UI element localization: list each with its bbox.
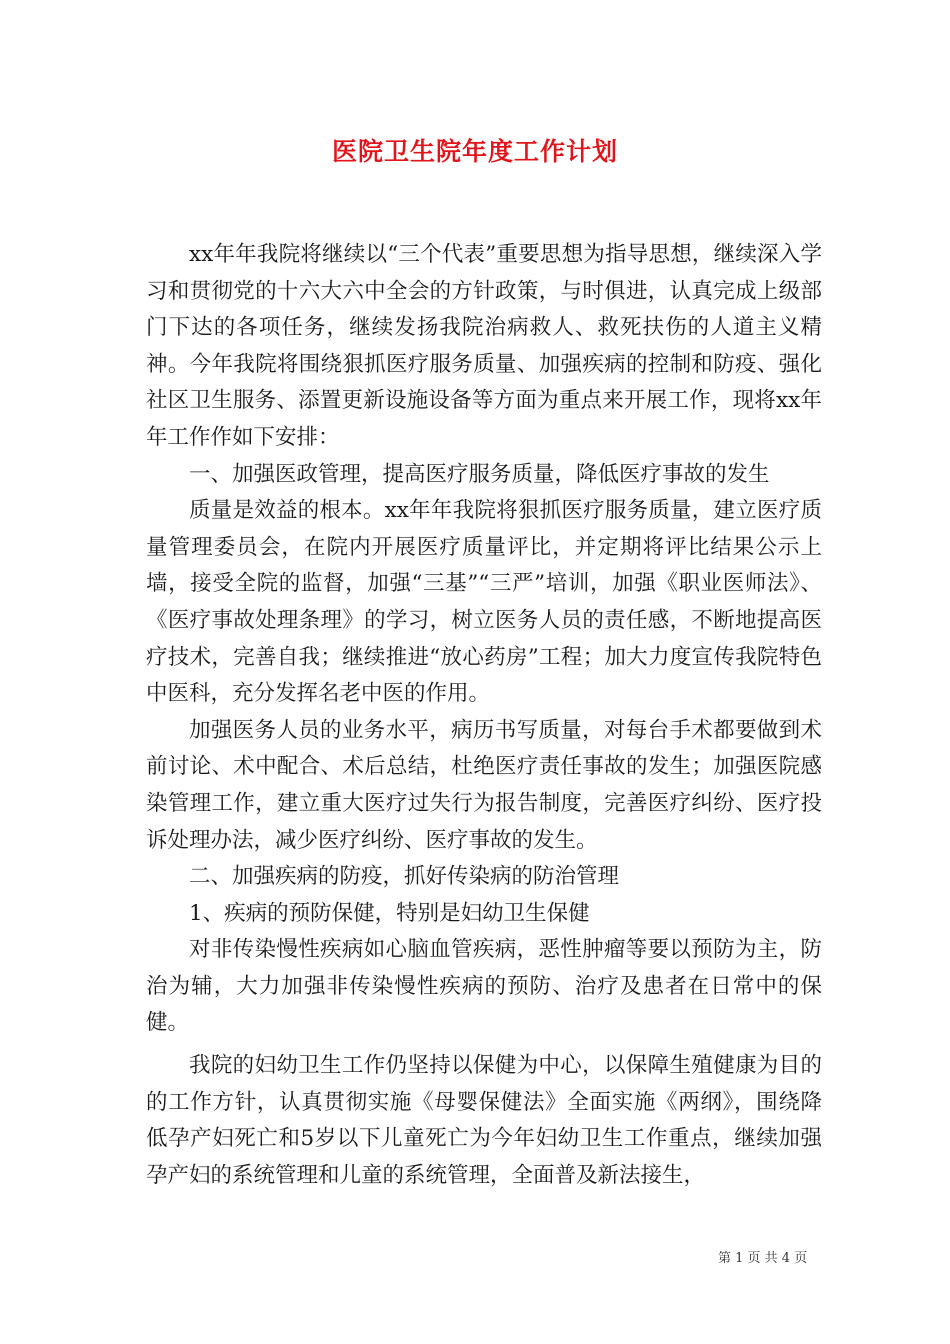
section-heading-1: 一、加强医政管理，提高医疗服务质量，降低医疗事故的发生: [189, 461, 770, 487]
paragraph-intro: xx年年我院将继续以“三个代表”重要思想为指导思想，继续深入学习和贯彻党的十六大六中全会的方针政策，与时俱进，认真完成上级部门下达的各项任务，继续发扬我院治病救人、救死扶伤的人道主义精神。今年我院将围绕狠抓医疗服务质量、加强疾病的控制和防疫、强化社区卫生服务、添置更新设施设备等方面为重点来开展工作，现将xx年年工作作如下安排：: [146, 242, 822, 450]
subsection-heading-1: 1、疾病的预防保健，特别是妇幼卫生保健: [189, 900, 590, 926]
page-number-footer: 第 1 页 共 4 页: [718, 1251, 808, 1266]
paragraph-chronic-disease: 对非传染慢性疾病如心脑血管疾病，恶性肿瘤等要以预防为主，防治为辅，大力加强非传染慢性疾病的预防、治疗及患者在日常中的保健。: [146, 937, 822, 1036]
paragraph-staff: 加强医务人员的业务水平，病历书写质量，对每台手术都要做到术前讨论、术中配合、术后总结，杜绝医疗责任事故的发生；加强医院感染管理工作，建立重大医疗过失行为报告制度，完善医疗纠纷、医疗投诉处理办法，减少医疗纠纷、医疗事故的发生。: [146, 717, 822, 853]
section-heading-2: 二、加强疾病的防疫，抓好传染病的防治管理: [189, 864, 620, 890]
document-title: 医院卫生院年度工作计划: [331, 137, 618, 166]
document-body: [146, 237, 822, 1194]
paragraph-maternal-child: 我院的妇幼卫生工作仍坚持以保健为中心，以保障生殖健康为目的的工作方针，认真贯彻实施《母婴保健法》全面实施《两纲》，围绕降低孕产妇死亡和5岁以下儿童死亡为今年妇幼卫生工作重点，继续加强孕产妇的系统管理和儿童的系统管理，全面普及新法接生，: [146, 1053, 822, 1188]
paragraph-quality: 质量是效益的根本。xx年年我院将狠抓医疗服务质量，建立医疗质量管理委员会，在院内开展医疗质量评比，并定期将评比结果公示上墙，接受全院的监督，加强“三基”“三严”培训，加强《职业医师法》、《医疗事故处理条理》的学习，树立医务人员的责任感，不断地提高医疗技术，完善自我；继续推进“放心药房”工程；加大力度宣传我院特色中医科，充分发挥名老中医的作用。: [146, 498, 822, 707]
